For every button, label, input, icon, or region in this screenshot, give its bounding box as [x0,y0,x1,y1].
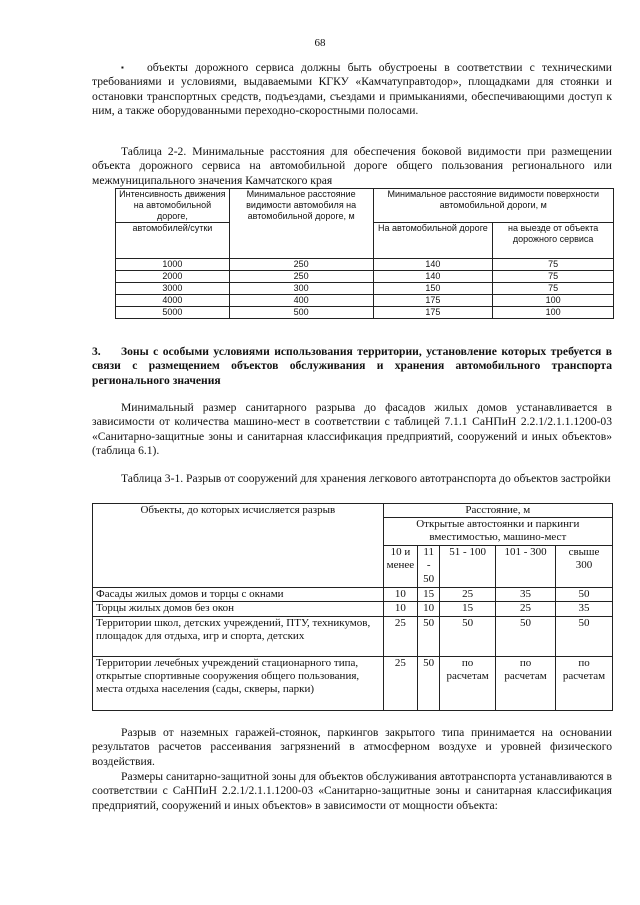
t2-cell: 50 [418,656,440,710]
t1-cell: 400 [229,295,373,307]
paragraph-sanitary-zone: Размеры санитарно-защитной зоны для объектов обслуживания автотранспорта устанавливаются в соответствии с СаНПиН 2.2.1/2.1.1.1200-03 «Санитарно-защитные зоны и санитарная классификация предприятий, сооружений и иных объектов» в зависимости от мощности объекта: [92,770,612,812]
table-row [116,283,614,295]
t2-row-label: Территории школ, детских учреждений, ПТУ, техникумов, площадок для отдыха, игр и спорта, детских [93,616,384,656]
table1-visibility-distances [115,188,614,319]
t2-header-distance: Расстояние, м [383,504,612,518]
table2-caption: Таблица 3-1. Разрыв от сооружений для хранения легкового автотранспорта до объектов застройки [121,472,611,485]
t1-header-at-exit: на выезде от объекта дорожного сервиса [493,223,614,259]
t1-cell: 2000 [116,271,230,283]
t1-cell: 75 [493,271,614,283]
table-row [93,656,613,710]
t1-header-on-road: На автомобильной дороге [373,223,493,259]
t2-cell: 10 [383,602,418,616]
t1-header-intensity: Интенсивность движения на автомобильной дороге, [116,189,230,223]
t2-cell: 15 [440,602,496,616]
t2-header-capacity: Открытые автостоянки и паркинги вместимостью, машино-мест [383,518,612,546]
t1-header-surface-visibility: Минимальное расстояние видимости поверхности автомобильной дороги, м [373,189,614,223]
t2-col-51-100: 51 - 100 [440,546,496,588]
paragraph-closed-parking: Разрыв от наземных гаражей-стоянок, паркингов закрытого типа принимается на основании результатов расчетов рассеивания загрязнений в атмосферном воздухе и уровней физического воздействия. [92,726,612,768]
t1-header-units: автомобилей/сутки [116,223,230,259]
t2-cell: 10 [418,602,440,616]
t1-cell: 140 [373,271,493,283]
t2-cell: 50 [556,588,613,602]
bullet-icon: ▪ [121,63,124,72]
t2-cell: по расчетам [440,656,496,710]
t1-cell: 5000 [116,307,230,319]
t2-cell: 50 [418,616,440,656]
table-row [116,271,614,283]
bullet-text: объекты дорожного сервиса должны быть обустроены в соответствии с техническими требованиями и условиями, выдаваемыми КГКУ «Камчатуправтодор», площадками для стоянки и остановки транспортных средств, подъездами, съездами и примыканиями, обеспечивающими доступ к ним, а также оборудованными переходно-скоростными полосами. [92,61,612,118]
t2-cell: 50 [440,616,496,656]
t1-cell: 1000 [116,259,230,271]
t1-cell: 150 [373,283,493,295]
t2-cell: 10 [383,588,418,602]
t2-cell: 25 [440,588,496,602]
table2-storage-gaps [92,503,613,711]
t2-row-label: Фасады жилых домов и торцы с окнами [93,588,384,602]
paragraph-sanitary-gap: Минимальный размер санитарного разрыва до фасадов жилых домов устанавливается в зависимости от количества машино-мест в соответствии с таблицей 7.1.1 СаНПиН 2.2.1/2.1.1.1200-03 «Санитарно-защитные зоны и санитарная классификация предприятий, сооружений и иных объектов» (таблица 6.1). [92,401,612,458]
t1-header-vehicle-visibility: Минимальное расстояние видимости автомобиля на автомобильной дороге, м [229,189,373,259]
t1-cell: 100 [493,307,614,319]
t2-col-300plus: свыше 300 [556,546,613,588]
bullet-paragraph [92,61,612,119]
t2-cell: 35 [496,588,556,602]
table-row [116,307,614,319]
t2-cell: 25 [496,602,556,616]
t2-cell: 15 [418,588,440,602]
t2-row-label: Торцы жилых домов без окон [93,602,384,616]
t2-cell: 25 [383,616,418,656]
t2-col-11-50: 11 - 50 [418,546,440,588]
t2-col-10: 10 и менее [383,546,418,588]
t1-cell: 500 [229,307,373,319]
t2-cell: по расчетам [496,656,556,710]
t1-cell: 250 [229,259,373,271]
table-row [116,259,614,271]
t1-cell: 300 [229,283,373,295]
t1-cell: 75 [493,259,614,271]
t2-col-101-300: 101 - 300 [496,546,556,588]
t2-cell: 25 [383,656,418,710]
t2-cell: по расчетам [556,656,613,710]
t2-row-label: Территории лечебных учреждений стационарного типа, открытые спортивные сооружения общего пользования, места отдыха населения (сады, скверы, парки) [93,656,384,710]
section-number: 3. [92,345,101,358]
t2-cell: 50 [556,616,613,656]
t2-cell: 50 [496,616,556,656]
section-heading [92,345,612,388]
t1-cell: 140 [373,259,493,271]
t1-cell: 100 [493,295,614,307]
table-row [93,616,613,656]
t1-cell: 75 [493,283,614,295]
table-row [116,295,614,307]
table-row [93,602,613,616]
t1-cell: 4000 [116,295,230,307]
t1-cell: 250 [229,271,373,283]
table-row [93,588,613,602]
t2-header-objects: Объекты, до которых исчисляется разрыв [93,504,384,588]
page-number: 68 [314,37,326,49]
table1-caption: Таблица 2-2. Минимальные расстояния для обеспечения боковой видимости при размещении объекта дорожного сервиса на автомобильной дороге общего пользования регионального или межмуниципального значения Камчатского края [92,145,612,187]
section-title: Зоны с особыми условиями использования территории, установление которых требуется в связи с размещением объектов обслуживания и хранения автомобильного транспорта регионального значения [92,345,612,387]
t2-cell: 35 [556,602,613,616]
t1-cell: 175 [373,307,493,319]
t1-cell: 175 [373,295,493,307]
t1-cell: 3000 [116,283,230,295]
